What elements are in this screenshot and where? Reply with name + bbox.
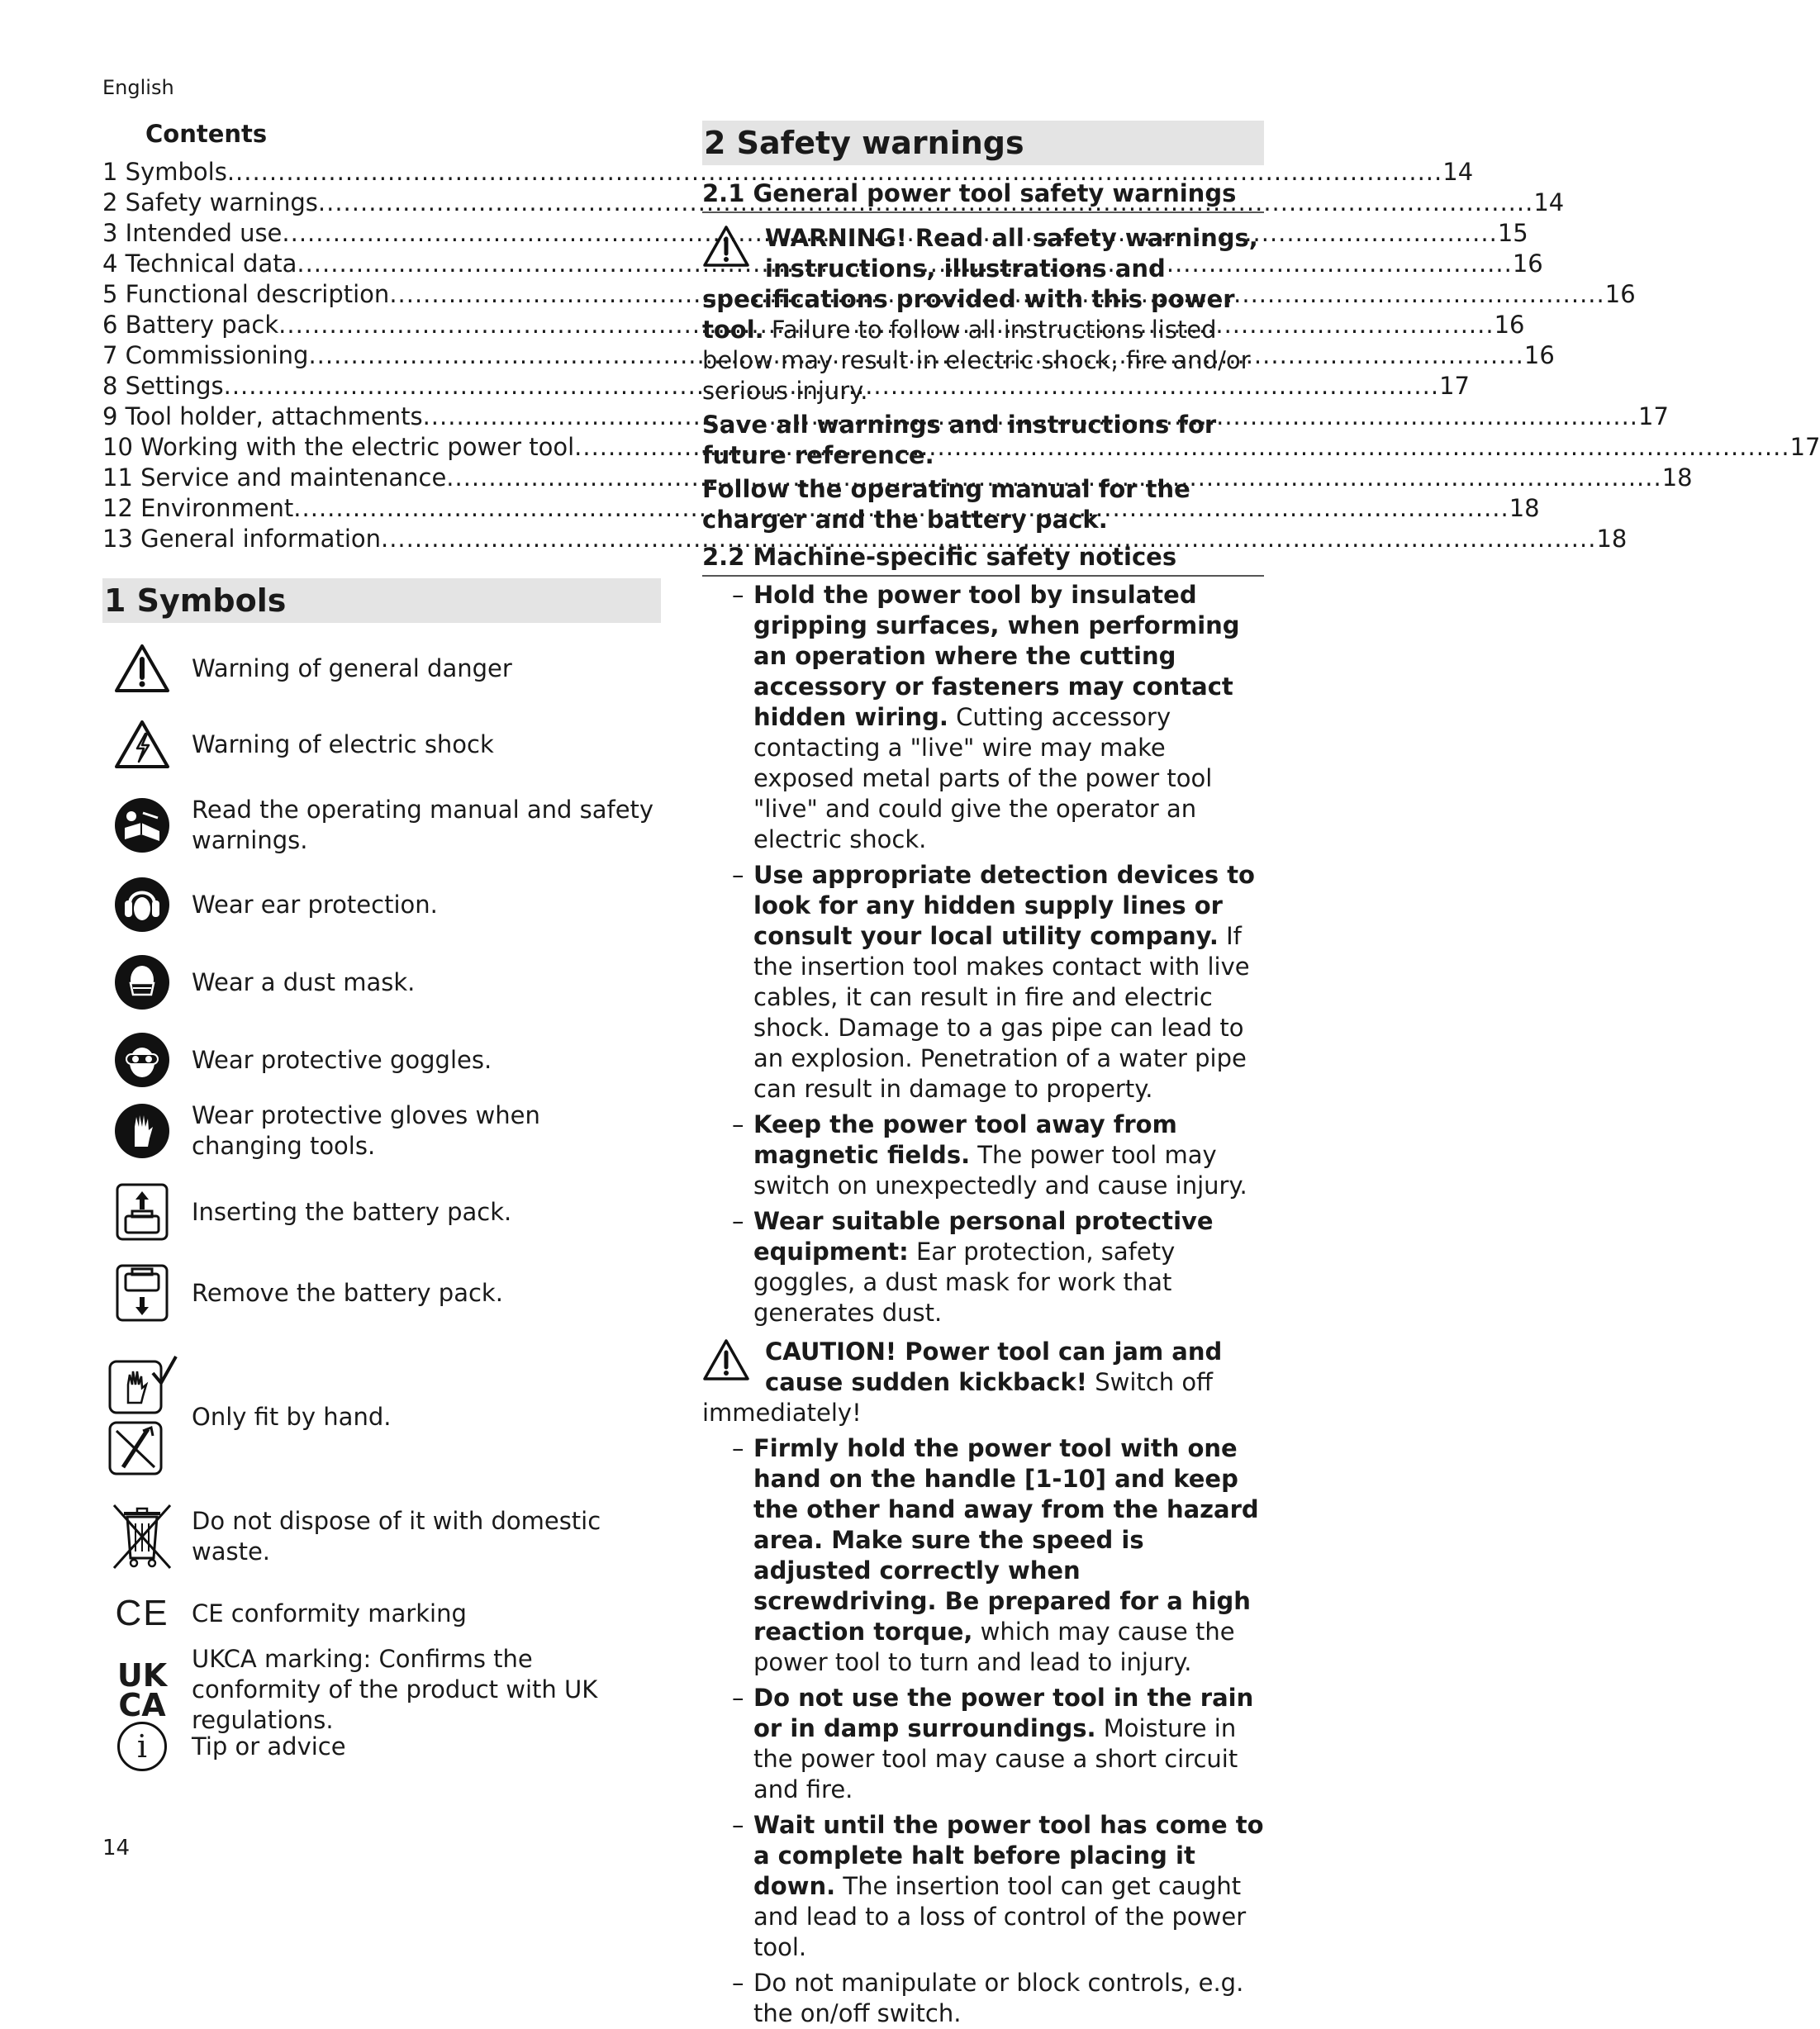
insert-battery-icon	[111, 1183, 173, 1241]
dust-mask-icon	[111, 953, 173, 1011]
symbol-description: Wear protective gloves when changing tools.	[192, 1101, 540, 1160]
safety-section	[702, 121, 1264, 2029]
toc-entry[interactable]: 11 Service and maintenance ..... 18	[102, 463, 644, 493]
toc-entry[interactable]: 1 Symbols ..... 14	[102, 157, 644, 188]
symbol-description: CE conformity marking	[192, 1599, 467, 1627]
warning-triangle-icon	[702, 225, 750, 275]
symbol-description: Remove the battery pack.	[192, 1278, 503, 1307]
info-mark: i	[117, 1722, 167, 1771]
machine-specific-heading: 2.2 Machine-specific safety notices	[702, 540, 1264, 577]
symbol-description: Warning of electric shock	[192, 729, 494, 758]
symbol-description: Inserting the battery pack.	[192, 1197, 512, 1226]
goggles-icon	[111, 1031, 173, 1089]
safety-notice-item: – Keep the power tool away from magnetic fields. The power tool may switch on unexpectedly and cause injury.	[732, 1110, 1247, 1200]
safety-notice-item: – Do not use the power tool in the rain or in damp surroundings. Moisture in the power tool may cause a short circuit and fire.	[732, 1684, 1254, 1803]
symbol-description: Read the operating manual and safety warnings.	[192, 796, 654, 854]
symbol-row	[111, 1722, 656, 1771]
toc-entry[interactable]: 9 Tool holder, attachments ..... 17	[102, 402, 644, 432]
symbol-row	[111, 1183, 656, 1241]
ear-protection-icon	[111, 876, 173, 934]
page-number: 14	[102, 1836, 131, 1860]
ukca-mark-top: UK	[116, 1656, 168, 1694]
symbol-description: Wear ear protection.	[192, 890, 438, 919]
toc-entry[interactable]: 10 Working with the electric power tool ..... 17	[102, 432, 644, 463]
ukca-mark-bottom: CA	[118, 1686, 166, 1723]
symbol-description: Wear a dust mask.	[192, 967, 416, 996]
symbol-description: Only fit by hand.	[192, 1402, 392, 1431]
symbol-description: Do not dispose of it with domestic waste.	[192, 1507, 601, 1566]
toc-entry[interactable]: 5 Functional description ..... 16	[102, 279, 644, 310]
toc-entry[interactable]: 8 Settings ..... 17	[102, 371, 644, 402]
symbol-row	[111, 1502, 656, 1571]
electric-shock-icon	[111, 719, 173, 770]
toc-entry[interactable]: 12 Environment ..... 18	[102, 493, 644, 524]
follow-note: Follow the operating manual for the charger and the battery pack.	[702, 475, 1190, 534]
safety-notice-item: – Firmly hold the power tool with one hand on the handle [1-10] and keep the other hand away from the hazard area. Make sure the speed is adjusted correctly when screwdriving. Be prepared for a high reaction torque, which may cause the power tool to turn and lead to injury.	[732, 1434, 1259, 1676]
symbol-row	[111, 953, 656, 1011]
symbol-row	[111, 1100, 656, 1162]
toc-entry[interactable]: 3 Intended use ..... 15	[102, 218, 644, 249]
general-warning-paragraph: WARNING! Read all safety warnings, instructions, illustrations and specifications provided with this power tool. Failure to follow all instructions listed below may result in electric shock, fire and/or serious injury.	[702, 224, 1258, 405]
symbol-row	[111, 876, 656, 934]
symbols-heading: 1 Symbols	[102, 578, 661, 623]
contents-title: Contents	[145, 120, 268, 148]
safety-notice-item: – Wait until the power tool has come to a complete halt before placing it down. The insertion tool can get caught and lead to a loss of control of the power tool.	[732, 1811, 1264, 1961]
safety-notice-item: – Hold the power tool by insulated gripping surfaces, when performing an operation where the cutting accessory or fasteners may contact hidden wiring. Cutting accessory contacting a "live" wire may make exposed metal parts of the power tool "live" and could give the operator an electric shock.	[732, 581, 1240, 853]
safety-notice-list	[702, 580, 1264, 1328]
symbol-row	[111, 795, 656, 856]
symbol-row	[111, 1355, 656, 1479]
symbol-row	[111, 1031, 656, 1089]
gloves-icon	[111, 1102, 173, 1160]
toc-entry[interactable]: 13 General information ..... 18	[102, 524, 644, 554]
ukca-mark-icon	[111, 1656, 173, 1723]
symbol-row	[111, 643, 656, 694]
info-icon	[111, 1722, 173, 1771]
toc-entry[interactable]: 4 Technical data ..... 16	[102, 249, 644, 279]
fit-by-hand-icon	[111, 1355, 173, 1479]
caution-triangle-icon	[702, 1338, 750, 1389]
symbol-description: Warning of general danger	[192, 653, 512, 682]
read-manual-icon	[111, 796, 173, 854]
symbol-row	[111, 1264, 656, 1322]
safety-notice-list-2	[702, 1433, 1264, 2029]
toc-entry[interactable]: 6 Battery pack ..... 16	[102, 310, 644, 340]
weee-bin-icon	[111, 1502, 173, 1571]
remove-battery-icon	[111, 1264, 173, 1322]
save-note: Save all warnings and instructions for future reference.	[702, 411, 1217, 469]
language-label: English	[102, 76, 174, 99]
toc-entry[interactable]: 7 Commissioning ..... 16	[102, 340, 644, 371]
toc-entry[interactable]: 2 Safety warnings ..... 14	[102, 188, 644, 218]
ce-mark-icon: CE	[115, 1593, 169, 1633]
symbol-row	[111, 719, 656, 770]
caution-paragraph: CAUTION! Power tool can jam and cause sudden kickback! Switch off immediately!	[702, 1338, 1223, 1427]
symbol-description: UKCA marking: Confirms the conformity of the product with UK regulations.	[192, 1645, 598, 1734]
safety-notice-item: – Do not manipulate or block controls, e.g. the on/off switch.	[732, 1969, 1244, 2027]
symbol-row	[111, 1593, 656, 1634]
general-danger-icon	[111, 643, 173, 694]
safety-heading: 2 Safety warnings	[702, 121, 1264, 165]
general-warnings-heading: 2.1 General power tool safety warnings	[702, 177, 1264, 213]
symbol-description: Tip or advice	[192, 1732, 346, 1761]
safety-notice-item: – Use appropriate detection devices to look for any hidden supply lines or consult your local utility company. If the insertion tool makes contact with live cables, it can result in fire and electric shock. Damage to a gas pipe can lead to an explosion. Penetration of a water pipe can result in damage to property.	[732, 861, 1255, 1103]
symbol-description: Wear protective goggles.	[192, 1045, 492, 1074]
safety-notice-item: – Wear suitable personal protective equipment: Ear protection, safety goggles, a dust mask for work that generates dust.	[732, 1207, 1214, 1327]
